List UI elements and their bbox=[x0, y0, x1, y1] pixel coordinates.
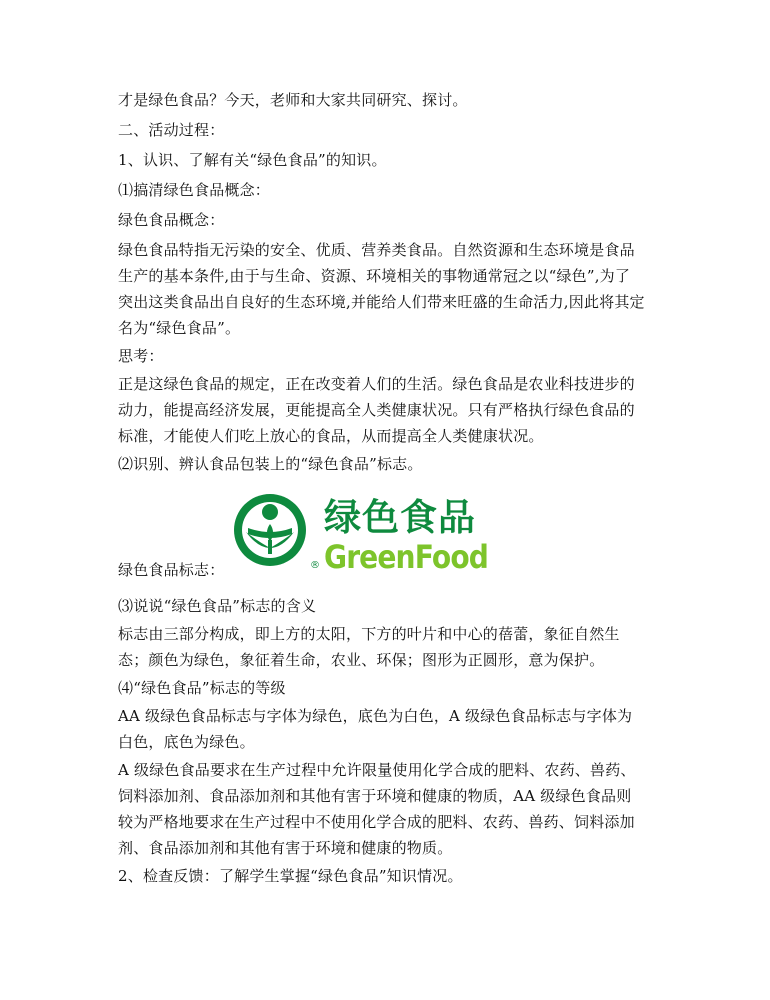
paragraph-line: AA 级绿色食品标志与字体为绿色，底色为白色，A 级绿色食品标志与字体为 bbox=[118, 707, 633, 725]
paragraph-line: 态；颜色为绿色，象征着生命，农业、环保；图形为正圆形，意为保护。 bbox=[118, 651, 605, 669]
paragraph-line: 才是绿色食品？今天，老师和大家共同研究、探讨。 bbox=[118, 91, 468, 109]
subsection-heading: 1、认识、了解有关“绿色食品”的知识。 bbox=[118, 151, 387, 169]
paragraph-line: 剂、食品添加剂和其他有害于环境和健康的物质。 bbox=[118, 839, 453, 857]
paragraph-line: 思考： bbox=[118, 347, 164, 365]
paragraph-line: 生产的基本条件,由于与生命、资源、环境相关的事物通常冠之以“绿色”,为了 bbox=[118, 267, 631, 285]
registered-mark: ® bbox=[310, 560, 320, 571]
paragraph-line: 饲料添加剂、食品添加剂和其他有害于环境和健康的物质，AA 级绿色食品则 bbox=[118, 787, 632, 805]
paragraph-line: 动力，能提高经济发展，更能提高全人类健康状况。只有严格执行绿色食品的 bbox=[118, 401, 635, 419]
paragraph-line: 白色，底色为绿色。 bbox=[118, 733, 255, 751]
paragraph-line: 突出这类食品出自良好的生态环境,并能给人们带来旺盛的生命活力,因此将其定 bbox=[118, 293, 645, 311]
paragraph-line: 名为“绿色食品”。 bbox=[118, 319, 241, 337]
paragraph-line: A 级绿色食品要求在生产过程中允许限量使用化学合成的肥料、农药、兽药、 bbox=[118, 761, 636, 779]
section-heading: 二、活动过程： bbox=[118, 121, 225, 139]
paragraph-line: 标准，才能使人们吃上放心的食品，从而提高全人类健康状况。 bbox=[118, 427, 544, 445]
subsection-heading: 2、检查反馈：了解学生掌握“绿色食品”知识情况。 bbox=[118, 867, 463, 885]
paragraph-line: 绿色食品特指无污染的安全、优质、营养类食品。自然资源和生态环境是食品 bbox=[118, 241, 635, 259]
subsection-item: ⑴搞清绿色食品概念： bbox=[118, 181, 271, 199]
logo-chinese-text: 绿色食品 bbox=[324, 496, 476, 539]
paragraph-line: 较为严格地要求在生产过程中不使用化学合成的肥料、农药、兽药、饲料添加 bbox=[118, 813, 635, 831]
subsection-item: ⑷“绿色食品”标志的等级 bbox=[118, 679, 286, 697]
subsection-item: ⑶说说“绿色食品”标志的含义 bbox=[118, 597, 317, 615]
green-food-emblem-icon bbox=[234, 494, 306, 566]
logo-caption: 绿色食品标志： bbox=[118, 561, 225, 579]
paragraph-line: 标志由三部分构成，即上方的太阳，下方的叶片和中心的蓓蕾，象征自然生 bbox=[118, 625, 620, 643]
subsection-item: ⑵识别、辨认食品包装上的“绿色食品”标志。 bbox=[118, 455, 423, 473]
paragraph-line: 正是这绿色食品的规定，正在改变着人们的生活。绿色食品是农业科技进步的 bbox=[118, 375, 635, 393]
paragraph-line: 绿色食品概念： bbox=[118, 211, 225, 229]
logo-english-text: GreenFood bbox=[324, 538, 488, 574]
